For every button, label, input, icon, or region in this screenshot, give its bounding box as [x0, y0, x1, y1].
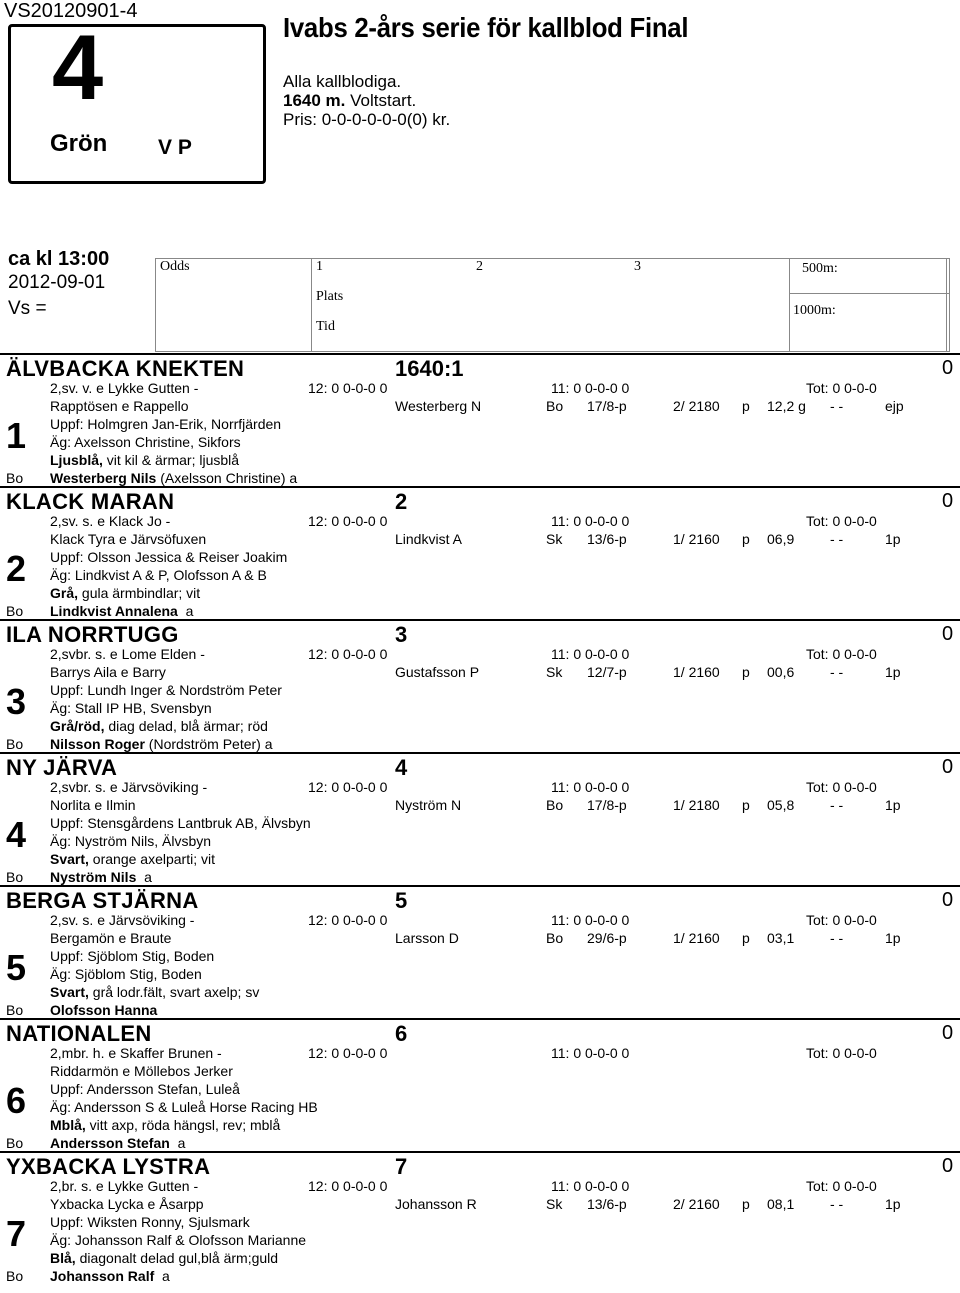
- last-p: p: [742, 1196, 750, 1212]
- start-number: 7: [6, 1213, 27, 1254]
- racing-colors: [50, 452, 239, 468]
- horse-bio: 2,br. s. e Lykke Gutten -: [50, 1178, 199, 1194]
- last-distance: 1/ 2160: [673, 930, 720, 946]
- last-result: 1p: [885, 1196, 901, 1212]
- breeder: Uppf: Olsson Jessica & Reiser Joakim: [50, 549, 288, 565]
- earnings-zero: 0: [942, 756, 954, 778]
- last-driver: Larsson D: [395, 930, 459, 946]
- colors-main: Grå,: [50, 585, 79, 601]
- start-time: ca kl 13:00: [8, 248, 110, 270]
- stats-total: Tot: 0 0-0-0: [806, 380, 877, 396]
- grid-divider: [311, 259, 312, 351]
- last-track: Sk: [546, 1196, 563, 1212]
- breeder: Uppf: Andersson Stefan, Luleå: [50, 1081, 240, 1097]
- breeder: Uppf: Lundh Inger & Nordström Peter: [50, 682, 282, 698]
- post-position: 2: [395, 489, 408, 514]
- last-driver: Westerberg N: [395, 398, 482, 414]
- home-track: Bo: [6, 1268, 24, 1284]
- result-grid: [155, 258, 950, 352]
- pedigree: Norlita e Ilmin: [50, 797, 136, 813]
- owner: Äg: Nyström Nils, Älvsbyn: [50, 833, 212, 849]
- last-time: 08,1: [767, 1196, 795, 1212]
- trainer-detail: (Nordström Peter) a: [144, 736, 273, 752]
- entry-separator: [0, 752, 960, 754]
- last-result: 1p: [885, 930, 901, 946]
- grid-divider: [789, 293, 949, 294]
- trainer-detail: (Axelsson Christine) a: [156, 470, 298, 486]
- last-p: p: [742, 797, 750, 813]
- race-title: Ivabs 2-års serie för kallblod Final: [283, 12, 689, 43]
- last-date: 29/6-p: [587, 930, 627, 946]
- last-driver: Johansson R: [395, 1196, 477, 1212]
- trainer-name: Olofsson Hanna: [50, 1002, 158, 1018]
- last-time: 06,9: [767, 531, 795, 547]
- home-track: Bo: [6, 869, 24, 885]
- race-color: Grön: [50, 130, 108, 157]
- entry-separator: [0, 619, 960, 621]
- last-result: 1p: [885, 531, 901, 547]
- trainer: [50, 1002, 157, 1018]
- last-p: p: [742, 930, 750, 946]
- horse-name: NY JÄRVA: [6, 755, 118, 780]
- horse-bio: 2,sv. v. e Lykke Gutten -: [50, 380, 199, 396]
- last-date: 17/8-p: [587, 797, 627, 813]
- trainer-name: Nyström Nils: [50, 869, 137, 885]
- stats-2012: 12: 0 0-0-0 0: [308, 646, 388, 662]
- last-distance: 1/ 2180: [673, 797, 720, 813]
- pedigree: Riddarmön e Möllebos Jerker: [50, 1063, 233, 1079]
- trainer-name: Nilsson Roger: [50, 736, 145, 752]
- pedigree: Rapptösen e Rappello: [50, 398, 189, 414]
- colors-main: Blå,: [50, 1250, 76, 1266]
- trainer-name: Westerberg Nils: [50, 470, 157, 486]
- last-distance: 1/ 2160: [673, 664, 720, 680]
- stats-total: Tot: 0 0-0-0: [806, 1045, 877, 1061]
- last-time: 12,2 g: [767, 398, 806, 414]
- racing-colors: [50, 718, 268, 734]
- document-code: VS20120901-4: [4, 0, 138, 22]
- colors-main: Ljusblå,: [50, 452, 103, 468]
- owner: Äg: Andersson S & Luleå Horse Racing HB: [50, 1099, 318, 1115]
- grid-divider: [946, 259, 947, 351]
- stats-2011: 11: 0 0-0-0 0: [551, 380, 630, 396]
- trainer-name: Lindkvist Annalena: [50, 603, 178, 619]
- condition-eligibility: Alla kallblodiga.: [283, 72, 402, 91]
- last-track: Sk: [546, 531, 563, 547]
- post-position: 3: [395, 622, 408, 647]
- stats-2011: 11: 0 0-0-0 0: [551, 779, 630, 795]
- last-dash: - -: [830, 664, 844, 680]
- last-date: 13/6-p: [587, 531, 627, 547]
- colors-detail: orange axelparti; vit: [88, 851, 215, 867]
- owner: Äg: Sjöblom Stig, Boden: [50, 966, 202, 982]
- horse-bio: 2,mbr. h. e Skaffer Brunen -: [50, 1045, 222, 1061]
- trainer-detail: a: [177, 603, 194, 619]
- last-track: Bo: [546, 930, 564, 946]
- last-time: 00,6: [767, 664, 795, 680]
- odds-label: Odds: [160, 259, 190, 274]
- last-driver: Nyström N: [395, 797, 462, 813]
- stats-2011: 11: 0 0-0-0 0: [551, 646, 630, 662]
- post-position: 6: [395, 1021, 408, 1046]
- home-track: Bo: [6, 603, 24, 619]
- plats-label: Plats: [316, 289, 344, 304]
- last-dash: - -: [830, 797, 844, 813]
- last-result: 1p: [885, 797, 901, 813]
- trainer-name: Andersson Stefan: [50, 1135, 170, 1151]
- last-dash: - -: [830, 1196, 844, 1212]
- earnings-zero: 0: [942, 490, 954, 512]
- horse-bio: 2,sv. s. e Klack Jo -: [50, 513, 171, 529]
- stats-2012: 12: 0 0-0-0 0: [308, 1178, 388, 1194]
- stats-2012: 12: 0 0-0-0 0: [308, 779, 388, 795]
- tid-label: Tid: [316, 319, 335, 334]
- horse-name: YXBACKA LYSTRA: [6, 1154, 211, 1179]
- earnings-zero: 0: [942, 357, 954, 379]
- horse-name: ÄLVBACKA KNEKTEN: [6, 356, 245, 381]
- entry-separator: [0, 486, 960, 488]
- start-number: 6: [6, 1080, 27, 1121]
- start-number: 4: [6, 814, 27, 855]
- stats-2011: 11: 0 0-0-0 0: [551, 1178, 630, 1194]
- trainer-detail: a: [169, 1135, 186, 1151]
- last-distance: 2/ 2160: [673, 1196, 720, 1212]
- trainer: [50, 869, 152, 885]
- last-p: p: [742, 664, 750, 680]
- racing-colors: [50, 1250, 278, 1266]
- home-track: Bo: [6, 470, 24, 486]
- earnings-zero: 0: [942, 1022, 954, 1044]
- trainer: [50, 1268, 170, 1284]
- last-result: 1p: [885, 664, 901, 680]
- owner: Äg: Stall IP HB, Svensbyn: [50, 700, 212, 716]
- colors-main: Grå/röd,: [50, 718, 105, 734]
- trainer: [50, 603, 193, 619]
- pedigree: Barrys Aila e Barry: [50, 664, 166, 680]
- post-position: 4: [395, 755, 408, 780]
- entry-separator: [0, 885, 960, 887]
- stats-2012: 12: 0 0-0-0 0: [308, 912, 388, 928]
- stats-total: Tot: 0 0-0-0: [806, 779, 877, 795]
- racing-colors: [50, 851, 215, 867]
- owner: Äg: Johansson Ralf & Olofsson Marianne: [50, 1232, 307, 1248]
- post-position: 1640:1: [395, 356, 464, 381]
- last-dash: - -: [830, 398, 844, 414]
- stats-2012: 12: 0 0-0-0 0: [308, 513, 388, 529]
- colors-main: Svart,: [50, 984, 89, 1000]
- post-position: 7: [395, 1154, 408, 1179]
- stats-2011: 11: 0 0-0-0 0: [551, 513, 630, 529]
- 1000m-label: 1000m:: [793, 303, 836, 318]
- post-position: 5: [395, 888, 408, 913]
- last-track: Sk: [546, 664, 563, 680]
- earnings-zero: 0: [942, 889, 954, 911]
- condition-distance: [283, 91, 450, 110]
- trainer-name: Johansson Ralf: [50, 1268, 155, 1284]
- breeder: Uppf: Sjöblom Stig, Boden: [50, 948, 215, 964]
- trainer: [50, 470, 297, 486]
- home-track: Bo: [6, 736, 24, 752]
- racing-colors: [50, 585, 200, 601]
- stats-2011: 11: 0 0-0-0 0: [551, 912, 630, 928]
- stats-total: Tot: 0 0-0-0: [806, 912, 877, 928]
- trainer: [50, 736, 273, 752]
- last-date: 12/7-p: [587, 664, 627, 680]
- entry-separator: [0, 1151, 960, 1153]
- last-time: 03,1: [767, 930, 795, 946]
- horse-name: ILA NORRTUGG: [6, 622, 179, 647]
- colors-main: Svart,: [50, 851, 89, 867]
- colors-main: Mblå,: [50, 1117, 86, 1133]
- racing-colors: [50, 1117, 280, 1133]
- last-driver: Lindkvist A: [395, 531, 462, 547]
- racing-colors: [50, 984, 259, 1000]
- pedigree: Yxbacka Lycka e Åsarpp: [50, 1196, 204, 1212]
- last-driver: Gustafsson P: [395, 664, 480, 680]
- grid-divider: [789, 259, 790, 351]
- breeder: Uppf: Holmgren Jan-Erik, Norrfjärden: [50, 416, 282, 432]
- start-number: 2: [6, 548, 27, 589]
- pedigree: Bergamön e Braute: [50, 930, 172, 946]
- stats-2011: 11: 0 0-0-0 0: [551, 1045, 630, 1061]
- horse-name: BERGA STJÄRNA: [6, 888, 199, 913]
- col-3-label: 3: [634, 259, 641, 274]
- last-distance: 1/ 2160: [673, 531, 720, 547]
- last-dash: - -: [830, 930, 844, 946]
- race-number: 4: [52, 17, 104, 119]
- home-track: Bo: [6, 1135, 24, 1151]
- horse-bio: 2,svbr. s. e Järvsöviking -: [50, 779, 208, 795]
- start-number: 3: [6, 681, 27, 722]
- 500m-label: 500m:: [802, 261, 838, 276]
- race-conditions: [283, 72, 450, 129]
- last-distance: 2/ 2180: [673, 398, 720, 414]
- distance: 1640 m.: [283, 91, 346, 110]
- condition-prize: Pris: 0-0-0-0-0-0(0) kr.: [283, 110, 451, 129]
- col-2-label: 2: [476, 259, 483, 274]
- stats-2012: 12: 0 0-0-0 0: [308, 380, 388, 396]
- pedigree: Klack Tyra e Järvsöfuxen: [50, 531, 207, 547]
- entry-separator: [0, 353, 960, 355]
- trainer: [50, 1135, 185, 1151]
- colors-detail: diag delad, blå ärmar; röd: [104, 718, 268, 734]
- horse-bio: 2,sv. s. e Järvsöviking -: [50, 912, 195, 928]
- race-number-box: [8, 17, 266, 184]
- colors-detail: gula ärmbindlar; vit: [78, 585, 201, 601]
- stats-total: Tot: 0 0-0-0: [806, 1178, 877, 1194]
- earnings-zero: 0: [942, 1155, 954, 1177]
- owner: Äg: Axelsson Christine, Sikfors: [50, 434, 241, 450]
- entry-separator: [0, 1018, 960, 1020]
- last-track: Bo: [546, 398, 564, 414]
- stats-total: Tot: 0 0-0-0: [806, 646, 877, 662]
- race-date: 2012-09-01: [8, 272, 106, 293]
- stats-total: Tot: 0 0-0-0: [806, 513, 877, 529]
- stats-2012: 12: 0 0-0-0 0: [308, 1045, 388, 1061]
- trainer-detail: a: [136, 869, 152, 885]
- home-track: Bo: [6, 1002, 24, 1018]
- owner: Äg: Lindkvist A & P, Olofsson A & B: [50, 567, 267, 583]
- breeder: Uppf: Stensgårdens Lantbruk AB, Älvsbyn: [50, 815, 311, 831]
- colors-detail: vit kil & ärmar; ljusblå: [102, 452, 240, 468]
- horse-bio: 2,svbr. s. e Lome Elden -: [50, 646, 205, 662]
- colors-detail: diagonalt delad gul,blå ärm;guld: [75, 1250, 279, 1266]
- start-number: 5: [6, 947, 27, 988]
- last-track: Bo: [546, 797, 564, 813]
- last-dash: - -: [830, 531, 844, 547]
- horse-name: KLACK MARAN: [6, 489, 175, 514]
- start-number: 1: [6, 415, 27, 456]
- trainer-detail: a: [154, 1268, 170, 1284]
- last-date: 17/8-p: [587, 398, 627, 414]
- last-date: 13/6-p: [587, 1196, 627, 1212]
- earnings-zero: 0: [942, 623, 954, 645]
- last-p: p: [742, 398, 750, 414]
- col-1-label: 1: [316, 259, 323, 274]
- vs-label: Vs =: [8, 298, 47, 319]
- start-type: Voltstart.: [350, 91, 417, 110]
- last-p: p: [742, 531, 750, 547]
- last-time: 05,8: [767, 797, 795, 813]
- colors-detail: vitt axp, röda hängsl, rev; mblå: [85, 1117, 281, 1133]
- breeder: Uppf: Wiksten Ronny, Sjulsmark: [50, 1214, 250, 1230]
- last-result: ejp: [885, 398, 904, 414]
- colors-detail: grå lodr.fält, svart axelp; sv: [88, 984, 260, 1000]
- bet-types: V P: [158, 136, 192, 159]
- horse-name: NATIONALEN: [6, 1021, 152, 1046]
